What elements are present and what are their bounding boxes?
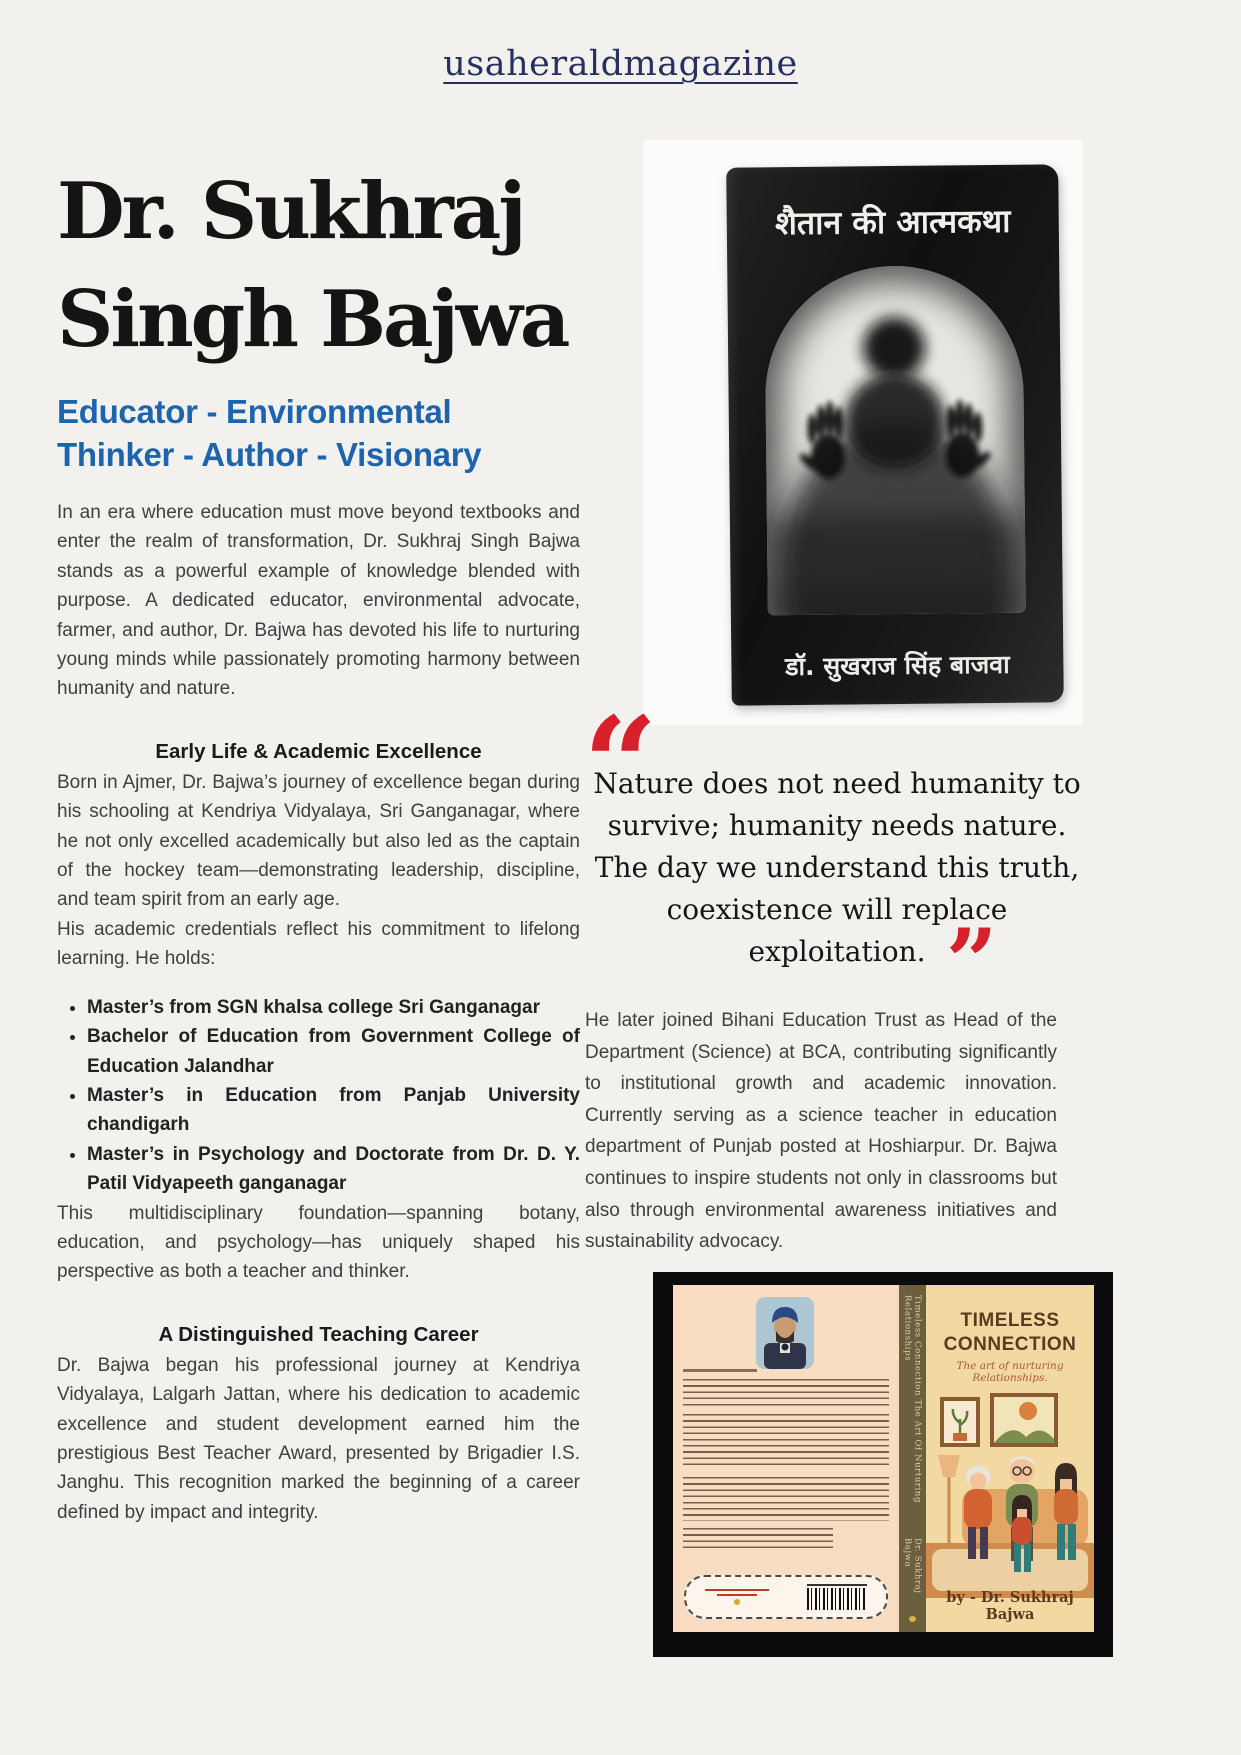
article-subtitle-line1: Educator - Environmental — [57, 393, 452, 430]
intro-paragraph: In an era where education must move beyond textbooks and enter the realm of transformation, Dr. Sukhraj Singh Bajwa stands as a powerful example of knowledge blended with purpose. A dedicated educator, environmental advocate, farmer, and author, Dr. Bajwa has devoted his life to nurturing young minds while passionately promoting harmony between humanity and nature. — [57, 502, 580, 700]
book1-arch-window — [764, 265, 1026, 616]
book2-byline: by - Dr. Sukhraj Bajwa — [946, 1589, 1074, 1623]
book2-front-cover — [926, 1285, 1094, 1632]
book2-subtitle: The art of nurturing Relationships. — [956, 1360, 1064, 1384]
quote-line: exploitation. ” — [748, 909, 998, 1015]
publisher-website — [705, 1589, 769, 1605]
isbn-text-line — [807, 1584, 867, 1586]
book2-photo — [653, 1272, 1113, 1657]
section-heading-early-life: Early Life & Academic Excellence — [155, 739, 482, 763]
credentials-intro: His academic credentials reflect his commitment to lifelong learning. He holds: — [57, 918, 580, 970]
family-illustration — [926, 1393, 1094, 1598]
article-subtitle-line2: Thinker - Author - Visionary — [57, 436, 482, 473]
bihani-paragraph: He later joined Bihani Education Trust as Head of the Department (Science) at BCA, contributing significantly to institutional growth and academic innovation. Currently serving as a science teacher in education department of Punjab posted at Hoshiarpur. Dr. Bajwa continues to inspire students not only in classrooms but also through environmental awareness initiatives and sustainability advocacy. — [585, 1010, 1057, 1253]
open-quote-icon: “ — [583, 688, 658, 841]
credential-item: • Bachelor of Education from Government College of Education Jalandhar — [87, 1022, 580, 1081]
publisher-strip — [684, 1575, 888, 1619]
article-title-line1: Dr. Sukhraj — [57, 166, 524, 257]
article-left-column — [57, 158, 580, 1546]
pull-quote — [592, 763, 1082, 1015]
book1-photo — [643, 140, 1083, 725]
author-portrait — [756, 1297, 814, 1369]
spine-author-text: Dr. Sukhraj Bajwa — [902, 1538, 923, 1595]
quote-line: survive; humanity needs nature. — [607, 809, 1067, 842]
magazine-title-link[interactable]: usaheraldmagazine — [443, 44, 798, 84]
credential-item: • Master’s from SGN khalsa college Sri Ganganagar — [87, 993, 580, 1022]
credential-item: • Master’s in Psychology and Doctorate from Dr. D. Y. Patil Vidyapeeth ganganagar — [87, 1140, 580, 1199]
credentials-list — [57, 993, 580, 1199]
article-title-line2: Singh Bajwa — [57, 274, 568, 365]
silhouette-figure-graphic — [764, 265, 1026, 616]
back-cover-text-block — [683, 1528, 833, 1548]
spine-logo-dot — [909, 1616, 916, 1622]
section-heading-career: A Distinguished Teaching Career — [158, 1322, 479, 1346]
quote-line: The day we understand this truth, — [594, 851, 1080, 884]
publisher-logo-dot — [734, 1599, 740, 1605]
book1-hindi-author: डॉ. सुखराज सिंह बाजवा — [785, 649, 1010, 682]
book2-title: TIMELESS CONNECTION — [943, 1310, 1077, 1355]
book1-cover — [726, 164, 1064, 705]
barcode — [807, 1584, 867, 1610]
masthead — [0, 44, 1241, 84]
book2-back-cover — [673, 1285, 899, 1632]
close-quote-icon: ” — [945, 909, 998, 1015]
back-cover-text-block — [683, 1414, 889, 1470]
credential-item: • Master’s in Education from Panjab University chandigarh — [87, 1081, 580, 1140]
book2-spine — [899, 1285, 926, 1632]
foundation-paragraph: This multidisciplinary foundation—spanning botany, education, and psychology—has uniquely shaped his perspective as both a teacher and thinker. — [57, 1202, 580, 1283]
spine-title-text: Timeless Connection The Art Of Nurturing Relationships — [902, 1295, 923, 1504]
back-cover-text-block — [683, 1379, 889, 1407]
book1-hindi-title: शैतान की आत्मकथा — [774, 201, 1011, 243]
article-subtitle — [57, 390, 580, 476]
article-title — [57, 158, 580, 374]
back-cover-text-block — [683, 1477, 889, 1521]
back-cover-author-name-line — [683, 1369, 757, 1372]
early-life-paragraph: Born in Ajmer, Dr. Bajwa’s journey of excellence began during his schooling at Kendriya Vidyalaya, Sri Ganganagar, where he not only excelled academically but also led as the captain of the hockey team—demonstrating leadership, discipline, and team spirit from an early age. — [57, 771, 580, 911]
career-paragraph: Dr. Bajwa began his professional journey at Kendriya Vidyalaya, Lalgarh Jattan, where his dedication to academic excellence and student development earned him the prestigious Best Teacher Award, presented by Brigadier I.S. Janghu. This recognition marked the beginning of a career defined by impact and integrity. — [57, 1354, 580, 1523]
quote-line: Nature does not need humanity to — [593, 767, 1081, 800]
quote-line: coexistence will replace — [666, 893, 1008, 926]
